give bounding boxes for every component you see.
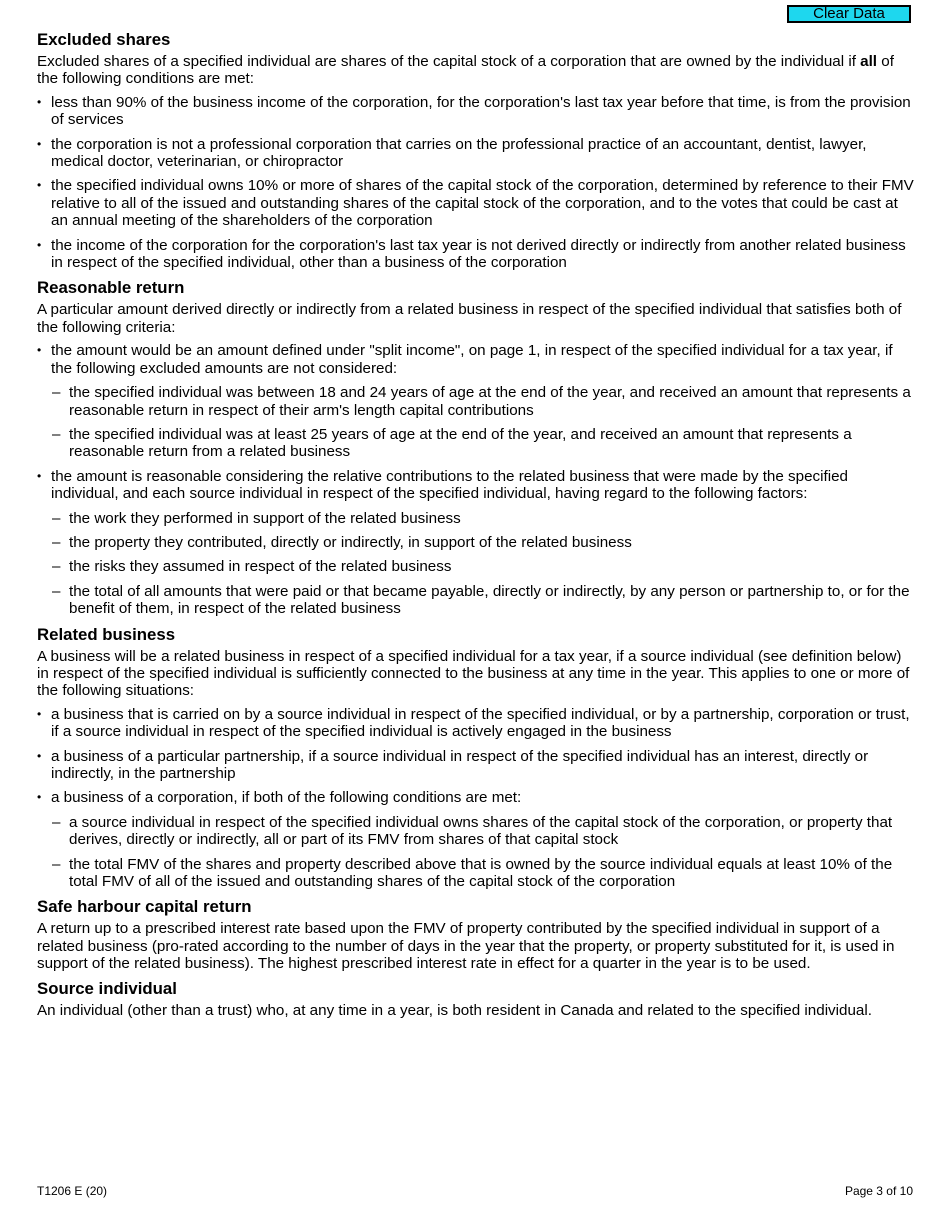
list-item: • a business of a corporation, if both of the following conditions are met: [37,789,914,806]
related-business-intro: A business will be a related business in respect of a specified individual for a tax year, if a source individual (see definition below) in respect of the specified individual is sufficiently connected to the business at any time in the year. This applies to one or more of the following situations: [37,647,910,700]
sub-list-item: – the specified individual was between 18 and 24 years of age at the end of the year, and received an amount that represents a reasonable return in respect of their arm's length capital contributions [37,384,914,419]
excluded-shares-heading: Excluded shares [37,30,171,49]
reasonable-return-heading: Reasonable return [37,278,185,298]
list-item: • less than 90% of the business income of the corporation, for the corporation's last tax year before that time, is from the provision of services [37,94,914,129]
sub-list-item: – the risks they assumed in respect of the related business [37,558,914,575]
list-item: • the income of the corporation for the corporation's last tax year is not derived directly or indirectly from another related business in respect of the specified individual, other than a business of the corporation [37,237,914,272]
source-individual-text: An individual (other than a trust) who, at any time in a year, is both resident in Canada and related to the specified individual. [37,1001,872,1019]
excluded-shares-list [37,94,914,272]
related-business-list [37,706,914,891]
safe-harbour-section [37,897,914,972]
page-content [37,30,914,1025]
source-individual-section [37,979,914,1019]
list-item: • the corporation is not a professional corporation that carries on the professional practice of an accountant, dentist, lawyer, medical doctor, veterinarian, or chiropractor [37,136,914,171]
excluded-shares-section [37,30,914,271]
reasonable-return-list [37,342,914,617]
safe-harbour-text: A return up to a prescribed interest rate based upon the FMV of property contributed by the specified individual in support of a related business (pro-rated according to the number of days in the year that the property, or property substituted for it, is used in support of the related business). The highest prescribed interest rate in effect for a quarter in the year is to be used. [37,920,895,973]
excluded-shares-intro: Excluded shares of a specified individual are shares of the capital stock of a corporation that are owned by the individual if all of the following conditions are met: [37,53,894,88]
form-identifier: T1206 E (20) [37,1184,108,1198]
sub-list-item: – the work they performed in support of the related business [37,510,914,527]
list-item: • the specified individual owns 10% or more of shares of the capital stock of the corporation, determined by reference to their FMV relative to all of the issued and outstanding shares of the capital stock of the corporation, and to the votes that could be cast at an annual meeting of the shareholders of the corporation [37,177,914,229]
list-item: • a business of a particular partnership, if a source individual in respect of the specified individual has an interest, directly or indirectly, in the partnership [37,748,914,783]
list-item: • a business that is carried on by a source individual in respect of the specified individual, or by a partnership, corporation or trust, if a source individual in respect of the specified individual is actively engaged in the business [37,706,914,741]
list-item: • the amount is reasonable considering the relative contributions to the related business that were made by the specified individual, and each source individual in respect of the specified individual, having regard to the following factors: [37,468,914,503]
reasonable-return-intro: A particular amount derived directly or indirectly from a related business in respect of the specified individual that satisfies both of the following criteria: [37,301,902,336]
related-business-section [37,625,914,891]
clear-data-button[interactable]: Clear Data [787,5,911,23]
sub-list-item: – the specified individual was at least 25 years of age at the end of the year, and received an amount that represents a reasonable return from a related business [37,426,914,461]
reasonable-return-section [37,278,914,617]
sub-list-item: – the property they contributed, directly or indirectly, in support of the related business [37,534,914,551]
sub-list-item: – the total FMV of the shares and property described above that is owned by the source individual equals at least 10% of the total FMV of all of the issued and outstanding shares of the capital stock of the corporation [37,856,914,891]
sub-list-item: – a source individual in respect of the specified individual owns shares of the capital stock of the corporation, or property that derives, directly or indirectly, all or part of its FMV from shares of that capital stock [37,814,914,849]
safe-harbour-heading: Safe harbour capital return [37,897,252,917]
page-number: Page 3 of 10 [844,1184,913,1198]
related-business-heading: Related business [37,624,176,644]
sub-list-item: – the total of all amounts that were paid or that became payable, directly or indirectly, by any person or partnership to, or for the benefit of them, in respect of the related business [37,583,914,618]
source-individual-heading: Source individual [37,978,177,998]
list-item: • the amount would be an amount defined under "split income", on page 1, in respect of the specified individual for a tax year, if the following excluded amounts are not considered: [37,342,914,377]
